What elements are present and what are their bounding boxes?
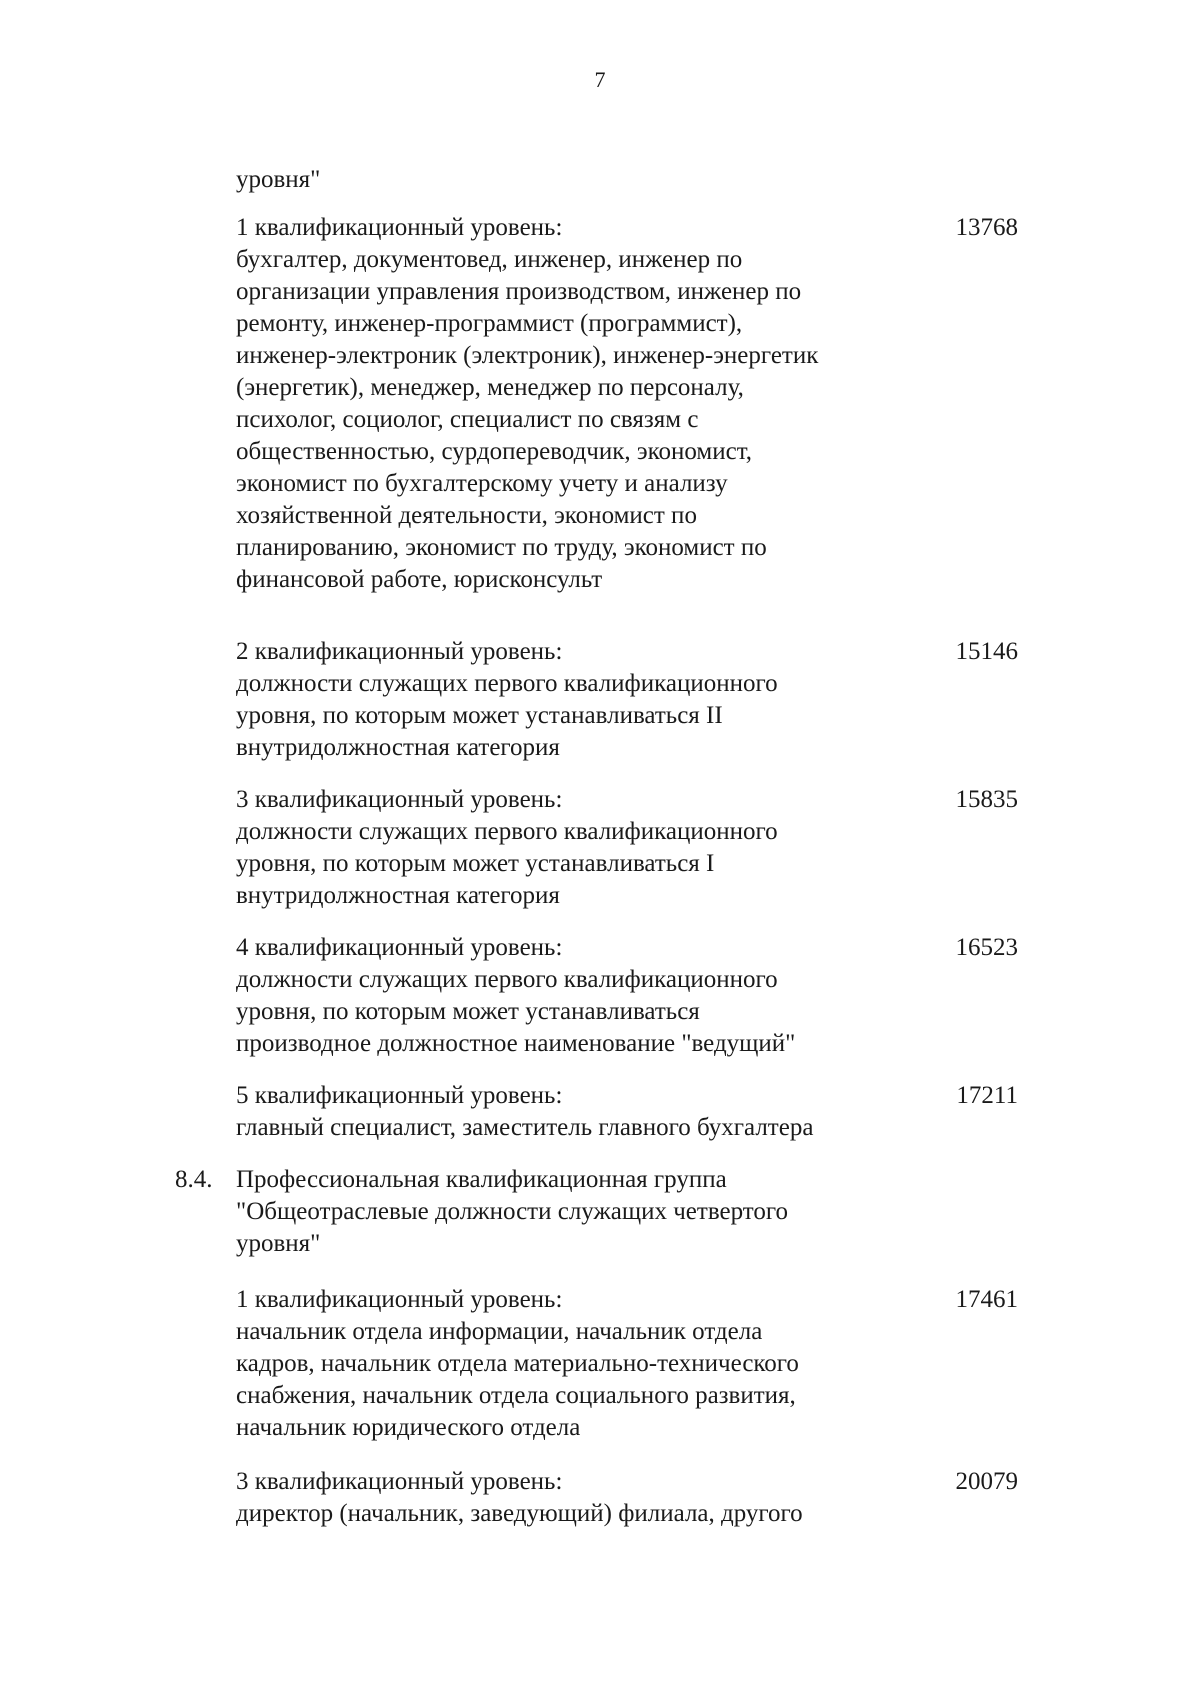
page-number: 7 xyxy=(594,67,606,92)
positions-line: планированию, экономист по труду, экономист по xyxy=(236,534,767,561)
positions-line: общественностью, сурдопереводчик, экономист, xyxy=(236,438,753,465)
positions-line: внутридолжностная категория xyxy=(236,734,560,761)
salary-value: 20079 xyxy=(955,1468,1018,1495)
positions-line: начальник юридического отдела xyxy=(236,1414,581,1441)
salary-value: 15146 xyxy=(955,638,1018,665)
positions-line: уровня, по которым может устанавливаться xyxy=(236,998,700,1025)
positions-line: хозяйственной деятельности, экономист по xyxy=(236,502,697,529)
level-heading: 2 квалификационный уровень: xyxy=(236,638,563,665)
positions-line: инженер-электроник (электроник), инженер-энергетик xyxy=(236,342,819,369)
positions-line: снабжения, начальник отдела социального развития, xyxy=(236,1382,796,1409)
positions-line: психолог, социолог, специалист по связям с xyxy=(236,406,699,433)
positions-line: финансовой работе, юрисконсульт xyxy=(236,566,603,593)
positions-line: должности служащих первого квалификационного xyxy=(236,966,778,993)
salary-value: 13768 xyxy=(955,214,1018,241)
positions-line: главный специалист, заместитель главного бухгалтера xyxy=(236,1114,814,1141)
level-heading: 3 квалификационный уровень: xyxy=(236,786,563,813)
positions-line: бухгалтер, документовед, инженер, инженер по xyxy=(236,246,743,273)
positions-line: начальник отдела информации, начальник отдела xyxy=(236,1318,763,1345)
level-heading: 4 квалификационный уровень: xyxy=(236,934,563,961)
positions-line: уровня, по которым может устанавливаться II xyxy=(236,702,723,729)
positions-line: уровня, по которым может устанавливаться I xyxy=(236,850,715,877)
salary-value: 16523 xyxy=(955,934,1018,961)
continuation-text: уровня" xyxy=(236,166,321,193)
positions-line: директор (начальник, заведующий) филиала, другого xyxy=(236,1500,803,1527)
level-heading: 3 квалификационный уровень: xyxy=(236,1468,563,1495)
positions-line: внутридолжностная категория xyxy=(236,882,560,909)
section-title-line: "Общеотраслевые должности служащих четвертого xyxy=(236,1198,788,1225)
positions-line: должности служащих первого квалификационного xyxy=(236,670,778,697)
positions-line: производное должностное наименование "ведущий" xyxy=(236,1030,796,1057)
salary-value: 15835 xyxy=(955,786,1018,813)
positions-line: ремонту, инженер-программист (программист), xyxy=(236,310,743,337)
positions-line: экономист по бухгалтерскому учету и анализу xyxy=(236,470,728,497)
salary-value: 17461 xyxy=(955,1286,1018,1313)
positions-line: должности служащих первого квалификационного xyxy=(236,818,778,845)
section-number: 8.4. xyxy=(175,1166,213,1193)
section-title-line: Профессиональная квалификационная группа xyxy=(236,1166,727,1193)
level-heading: 1 квалификационный уровень: xyxy=(236,214,563,241)
positions-line: кадров, начальник отдела материально-технического xyxy=(236,1350,799,1377)
level-heading: 5 квалификационный уровень: xyxy=(236,1082,563,1109)
level-heading: 1 квалификационный уровень: xyxy=(236,1286,563,1313)
salary-value: 17211 xyxy=(956,1082,1018,1109)
positions-line: (энергетик), менеджер, менеджер по персоналу, xyxy=(236,374,744,401)
positions-line: организации управления производством, инженер по xyxy=(236,278,802,305)
section-title-line: уровня" xyxy=(236,1230,321,1257)
